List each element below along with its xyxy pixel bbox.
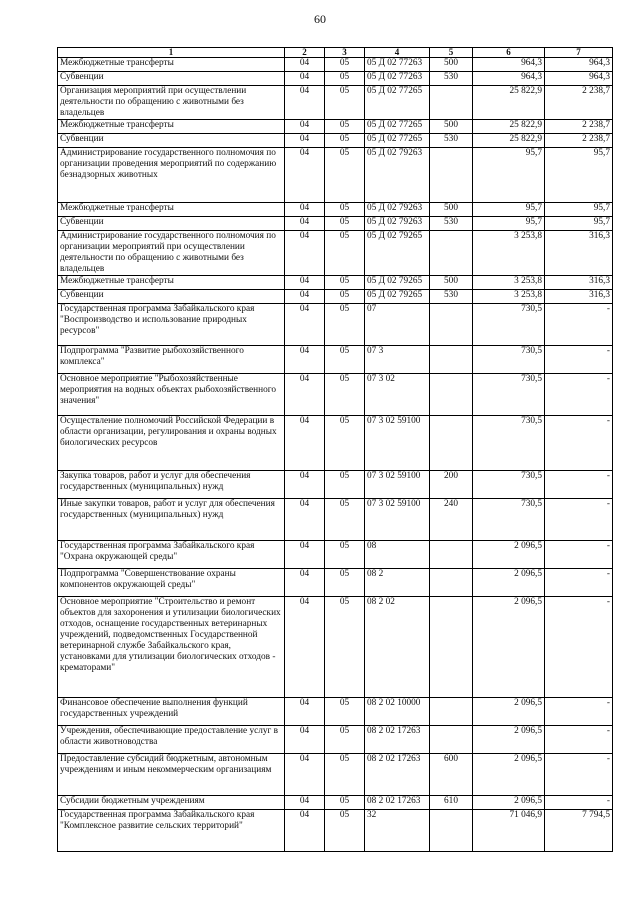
row-expense-type-cell xyxy=(430,541,473,569)
row-target-article-cell: 07 3 02 59100 xyxy=(365,416,430,471)
row-subsection-cell: 05 xyxy=(325,416,365,471)
row-amount-2-cell: 95,7 xyxy=(545,148,613,203)
row-amount-2-cell: - xyxy=(545,597,613,698)
row-name-cell: Межбюджетные трансферты xyxy=(58,120,285,134)
row-name-cell: Субвенции xyxy=(58,217,285,231)
row-amount-2-cell: 2 238,7 xyxy=(545,86,613,120)
row-section-cell: 04 xyxy=(285,217,325,231)
row-amount-1-cell: 25 822,9 xyxy=(473,134,545,148)
row-expense-type-cell: 610 xyxy=(430,796,473,810)
table-row xyxy=(58,86,613,120)
row-target-article-cell: 05 Д 02 79263 xyxy=(365,148,430,203)
row-name-cell: Межбюджетные трансферты xyxy=(58,58,285,72)
row-expense-type-cell xyxy=(430,148,473,203)
row-amount-2-cell: - xyxy=(545,499,613,541)
row-amount-1-cell: 95,7 xyxy=(473,217,545,231)
row-section-cell: 04 xyxy=(285,304,325,346)
row-expense-type-cell: 200 xyxy=(430,471,473,499)
column-header-6: 6 xyxy=(473,48,545,58)
table-row xyxy=(58,120,613,134)
table-row xyxy=(58,374,613,416)
row-subsection-cell: 05 xyxy=(325,304,365,346)
table-row xyxy=(58,290,613,304)
row-subsection-cell: 05 xyxy=(325,726,365,754)
column-header-1: 1 xyxy=(58,48,285,58)
row-subsection-cell: 05 xyxy=(325,86,365,120)
row-amount-2-cell: 2 238,7 xyxy=(545,134,613,148)
row-amount-2-cell: - xyxy=(545,541,613,569)
page-number: 60 xyxy=(314,12,326,26)
row-section-cell: 04 xyxy=(285,346,325,374)
row-amount-1-cell: 730,5 xyxy=(473,304,545,346)
row-section-cell: 04 xyxy=(285,499,325,541)
row-name-cell: Закупка товаров, работ и услуг для обеспечения государственных (муниципальных) нужд xyxy=(58,471,285,499)
row-name-cell: Государственная программа Забайкальского края "Охрана окружающей среды" xyxy=(58,541,285,569)
row-subsection-cell: 05 xyxy=(325,796,365,810)
row-target-article-cell: 08 2 02 10000 xyxy=(365,698,430,726)
row-amount-1-cell: 95,7 xyxy=(473,203,545,217)
row-amount-2-cell: - xyxy=(545,374,613,416)
row-section-cell: 04 xyxy=(285,86,325,120)
column-header-5: 5 xyxy=(430,48,473,58)
row-amount-1-cell: 3 253,8 xyxy=(473,231,545,276)
table-row xyxy=(58,698,613,726)
row-amount-1-cell: 964,3 xyxy=(473,72,545,86)
row-section-cell: 04 xyxy=(285,148,325,203)
row-subsection-cell: 05 xyxy=(325,597,365,698)
row-subsection-cell: 05 xyxy=(325,374,365,416)
row-name-cell: Администрирование государственного полномочия по организации проведения мероприятий по содержанию безнадзорных животных xyxy=(58,148,285,203)
row-amount-1-cell: 2 096,5 xyxy=(473,754,545,796)
row-amount-1-cell: 2 096,5 xyxy=(473,597,545,698)
row-expense-type-cell xyxy=(430,304,473,346)
row-name-cell: Субвенции xyxy=(58,72,285,86)
row-amount-2-cell: 95,7 xyxy=(545,217,613,231)
row-subsection-cell: 05 xyxy=(325,346,365,374)
row-subsection-cell: 05 xyxy=(325,541,365,569)
row-name-cell: Организация мероприятий при осуществлении деятельности по обращению с животными без владельцев xyxy=(58,86,285,120)
row-amount-2-cell: - xyxy=(545,416,613,471)
row-section-cell: 04 xyxy=(285,597,325,698)
row-name-cell: Государственная программа Забайкальского края "Комплексное развитие сельских территорий" xyxy=(58,810,285,852)
row-name-cell: Учреждения, обеспечивающие предоставление услуг в области животноводства xyxy=(58,726,285,754)
table-row xyxy=(58,541,613,569)
row-amount-1-cell: 2 096,5 xyxy=(473,698,545,726)
row-amount-2-cell: 964,3 xyxy=(545,72,613,86)
row-amount-2-cell: - xyxy=(545,796,613,810)
row-name-cell: Основное мероприятие "Строительство и ремонт объектов для захоронения и утилизации биологических отходов, оснащение государственных ветеринарных учреждений, подведомственных Государственной ветеринарной службе Забайкальского края, установками для утилизации биологических отходов - крематорами" xyxy=(58,597,285,698)
table-row xyxy=(58,58,613,72)
row-section-cell: 04 xyxy=(285,810,325,852)
row-amount-1-cell: 3 253,8 xyxy=(473,290,545,304)
row-subsection-cell: 05 xyxy=(325,134,365,148)
row-amount-1-cell: 25 822,9 xyxy=(473,86,545,120)
row-amount-1-cell: 2 096,5 xyxy=(473,796,545,810)
row-amount-1-cell: 730,5 xyxy=(473,471,545,499)
row-amount-1-cell: 730,5 xyxy=(473,346,545,374)
row-target-article-cell: 05 Д 02 77263 xyxy=(365,58,430,72)
row-subsection-cell: 05 xyxy=(325,471,365,499)
row-section-cell: 04 xyxy=(285,203,325,217)
row-expense-type-cell xyxy=(430,374,473,416)
row-section-cell: 04 xyxy=(285,58,325,72)
row-name-cell: Подпрограмма "Совершенствование охраны компонентов окружающей среды" xyxy=(58,569,285,597)
row-subsection-cell: 05 xyxy=(325,203,365,217)
row-amount-1-cell: 95,7 xyxy=(473,148,545,203)
row-amount-2-cell: - xyxy=(545,726,613,754)
budget-table xyxy=(57,47,613,852)
row-amount-1-cell: 3 253,8 xyxy=(473,276,545,290)
row-name-cell: Межбюджетные трансферты xyxy=(58,203,285,217)
row-subsection-cell: 05 xyxy=(325,58,365,72)
row-subsection-cell: 05 xyxy=(325,217,365,231)
row-expense-type-cell: 240 xyxy=(430,499,473,541)
row-expense-type-cell: 530 xyxy=(430,217,473,231)
row-amount-1-cell: 71 046,9 xyxy=(473,810,545,852)
row-expense-type-cell xyxy=(430,726,473,754)
row-target-article-cell: 05 Д 02 79265 xyxy=(365,231,430,276)
row-name-cell: Субвенции xyxy=(58,134,285,148)
row-target-article-cell: 08 2 02 xyxy=(365,597,430,698)
column-header-2: 2 xyxy=(285,48,325,58)
row-expense-type-cell: 500 xyxy=(430,276,473,290)
row-name-cell: Администрирование государственного полномочия по организации мероприятий при осуществлении деятельности по обращению с животными без владельцев xyxy=(58,231,285,276)
row-expense-type-cell xyxy=(430,416,473,471)
table-row xyxy=(58,134,613,148)
row-name-cell: Субвенции xyxy=(58,290,285,304)
row-target-article-cell: 08 2 02 17263 xyxy=(365,726,430,754)
row-target-article-cell: 05 Д 02 77265 xyxy=(365,86,430,120)
row-amount-2-cell: 2 238,7 xyxy=(545,120,613,134)
row-expense-type-cell: 600 xyxy=(430,754,473,796)
row-name-cell: Предоставление субсидий бюджетным, автономным учреждениям и иным некоммерческим организациям xyxy=(58,754,285,796)
row-amount-2-cell: - xyxy=(545,346,613,374)
row-amount-2-cell: - xyxy=(545,471,613,499)
column-header-4: 4 xyxy=(365,48,430,58)
row-name-cell: Субсидии бюджетным учреждениям xyxy=(58,796,285,810)
table-row xyxy=(58,276,613,290)
row-expense-type-cell: 530 xyxy=(430,290,473,304)
row-name-cell: Государственная программа Забайкальского края "Воспроизводство и использование природных ресурсов" xyxy=(58,304,285,346)
column-header-3: 3 xyxy=(325,48,365,58)
row-section-cell: 04 xyxy=(285,72,325,86)
row-subsection-cell: 05 xyxy=(325,72,365,86)
row-target-article-cell: 07 3 02 59100 xyxy=(365,499,430,541)
row-expense-type-cell xyxy=(430,810,473,852)
row-target-article-cell: 07 xyxy=(365,304,430,346)
column-header-7: 7 xyxy=(545,48,613,58)
row-expense-type-cell xyxy=(430,86,473,120)
row-section-cell: 04 xyxy=(285,374,325,416)
row-subsection-cell: 05 xyxy=(325,148,365,203)
row-name-cell: Осуществление полномочий Российской Федерации в области организации, регулирования и охраны водных биологических ресурсов xyxy=(58,416,285,471)
table-row xyxy=(58,148,613,203)
table-row xyxy=(58,203,613,217)
row-name-cell: Основное мероприятие "Рыбохозяйственные мероприятия на водных объектах рыбохозяйственного значения" xyxy=(58,374,285,416)
row-target-article-cell: 05 Д 02 79265 xyxy=(365,290,430,304)
row-section-cell: 04 xyxy=(285,416,325,471)
row-expense-type-cell xyxy=(430,698,473,726)
table-row xyxy=(58,416,613,471)
row-subsection-cell: 05 xyxy=(325,231,365,276)
row-name-cell: Финансовое обеспечение выполнения функций государственных учреждений xyxy=(58,698,285,726)
row-section-cell: 04 xyxy=(285,134,325,148)
row-section-cell: 04 xyxy=(285,754,325,796)
row-target-article-cell: 05 Д 02 77263 xyxy=(365,72,430,86)
row-amount-2-cell: 316,3 xyxy=(545,231,613,276)
row-amount-2-cell: - xyxy=(545,569,613,597)
table-header-row xyxy=(58,48,613,58)
row-subsection-cell: 05 xyxy=(325,120,365,134)
row-subsection-cell: 05 xyxy=(325,290,365,304)
row-amount-2-cell: 316,3 xyxy=(545,290,613,304)
row-amount-1-cell: 2 096,5 xyxy=(473,541,545,569)
row-subsection-cell: 05 xyxy=(325,754,365,796)
row-target-article-cell: 08 2 02 17263 xyxy=(365,754,430,796)
row-amount-1-cell: 2 096,5 xyxy=(473,726,545,754)
table-row xyxy=(58,796,613,810)
row-name-cell: Подпрограмма "Развитие рыбохозяйственного комплекса" xyxy=(58,346,285,374)
row-amount-2-cell: 316,3 xyxy=(545,276,613,290)
row-section-cell: 04 xyxy=(285,698,325,726)
row-target-article-cell: 05 Д 02 79263 xyxy=(365,217,430,231)
table-row xyxy=(58,471,613,499)
table-row xyxy=(58,726,613,754)
row-amount-1-cell: 730,5 xyxy=(473,416,545,471)
row-amount-2-cell: 964,3 xyxy=(545,58,613,72)
row-section-cell: 04 xyxy=(285,796,325,810)
row-expense-type-cell: 530 xyxy=(430,72,473,86)
row-section-cell: 04 xyxy=(285,231,325,276)
row-name-cell: Межбюджетные трансферты xyxy=(58,276,285,290)
table-row xyxy=(58,754,613,796)
row-target-article-cell: 08 2 02 17263 xyxy=(365,796,430,810)
row-section-cell: 04 xyxy=(285,726,325,754)
row-expense-type-cell xyxy=(430,346,473,374)
row-amount-2-cell: - xyxy=(545,304,613,346)
row-target-article-cell: 32 xyxy=(365,810,430,852)
row-subsection-cell: 05 xyxy=(325,276,365,290)
row-expense-type-cell xyxy=(430,569,473,597)
row-name-cell: Иные закупки товаров, работ и услуг для обеспечения государственных (муниципальных) нужд xyxy=(58,499,285,541)
row-amount-1-cell: 730,5 xyxy=(473,499,545,541)
table-row xyxy=(58,810,613,852)
row-expense-type-cell: 530 xyxy=(430,134,473,148)
row-target-article-cell: 05 Д 02 79265 xyxy=(365,276,430,290)
row-target-article-cell: 05 Д 02 77265 xyxy=(365,120,430,134)
table-row xyxy=(58,217,613,231)
row-amount-1-cell: 964,3 xyxy=(473,58,545,72)
row-target-article-cell: 08 xyxy=(365,541,430,569)
row-subsection-cell: 05 xyxy=(325,569,365,597)
row-section-cell: 04 xyxy=(285,471,325,499)
row-amount-2-cell: - xyxy=(545,754,613,796)
row-expense-type-cell: 500 xyxy=(430,120,473,134)
row-target-article-cell: 07 3 02 xyxy=(365,374,430,416)
row-target-article-cell: 07 3 xyxy=(365,346,430,374)
row-amount-2-cell: 7 794,5 xyxy=(545,810,613,852)
row-section-cell: 04 xyxy=(285,290,325,304)
row-subsection-cell: 05 xyxy=(325,499,365,541)
row-target-article-cell: 05 Д 02 77265 xyxy=(365,134,430,148)
table-row xyxy=(58,231,613,276)
table-row xyxy=(58,597,613,698)
row-expense-type-cell xyxy=(430,231,473,276)
row-section-cell: 04 xyxy=(285,120,325,134)
table-row xyxy=(58,346,613,374)
row-section-cell: 04 xyxy=(285,541,325,569)
table-row xyxy=(58,304,613,346)
row-amount-1-cell: 25 822,9 xyxy=(473,120,545,134)
row-section-cell: 04 xyxy=(285,276,325,290)
row-target-article-cell: 08 2 xyxy=(365,569,430,597)
table-body xyxy=(58,58,613,852)
row-subsection-cell: 05 xyxy=(325,698,365,726)
row-amount-2-cell: - xyxy=(545,698,613,726)
row-subsection-cell: 05 xyxy=(325,810,365,852)
row-target-article-cell: 05 Д 02 79263 xyxy=(365,203,430,217)
row-section-cell: 04 xyxy=(285,569,325,597)
row-expense-type-cell: 500 xyxy=(430,58,473,72)
row-amount-1-cell: 730,5 xyxy=(473,374,545,416)
row-expense-type-cell: 500 xyxy=(430,203,473,217)
table-row xyxy=(58,569,613,597)
row-amount-2-cell: 95,7 xyxy=(545,203,613,217)
table-row xyxy=(58,72,613,86)
table-row xyxy=(58,499,613,541)
row-amount-1-cell: 2 096,5 xyxy=(473,569,545,597)
row-expense-type-cell xyxy=(430,597,473,698)
row-target-article-cell: 07 3 02 59100 xyxy=(365,471,430,499)
